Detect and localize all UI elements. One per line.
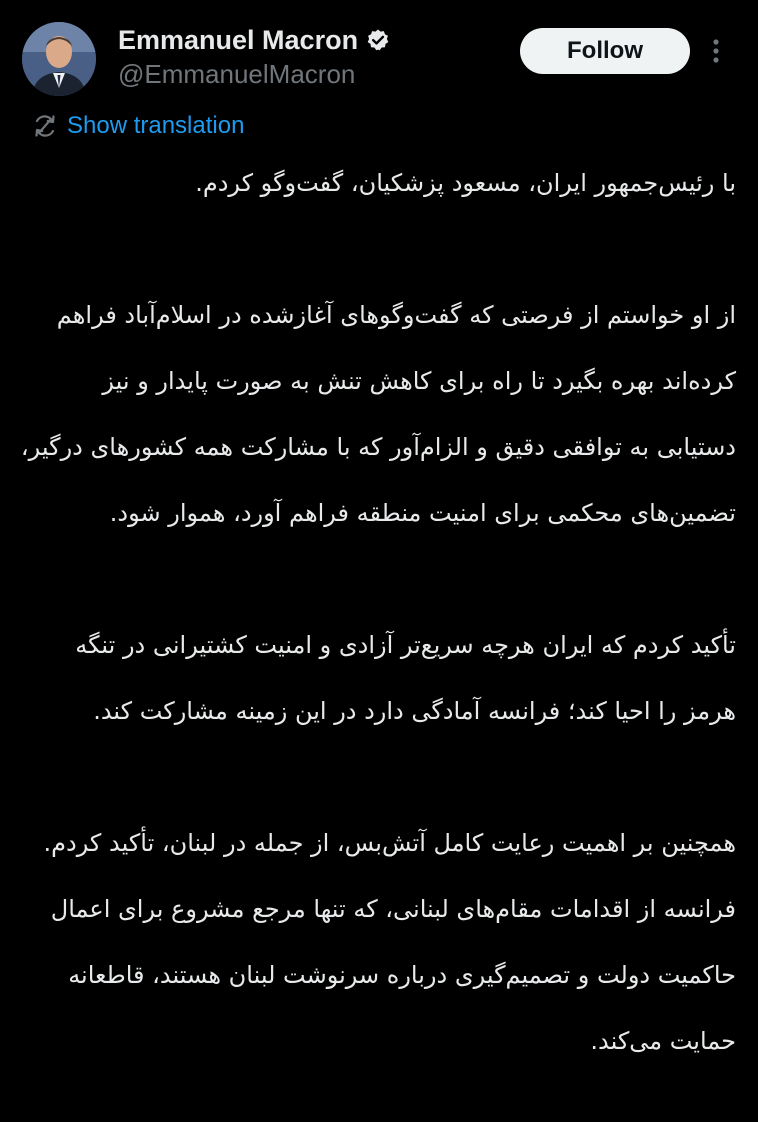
tweet-paragraph: تأکید کردم که ایران هرچه سریع‌تر آزادی و امنیت کشتیرانی در تنگه هرمز را احیا کند؛ فرانسه آمادگی دارد در این زمینه مشارکت کند. — [75, 631, 736, 725]
tweet-paragraph: از او خواستم از فرصتی که گفت‌وگوهای آغازشده در اسلام‌آباد فراهم کرده‌اند بهره بگیرد تا راه برای کاهش تنش به صورت پایدار و نیز دستیابی به توافقی دقیق و الزام‌آور که با مشارکت همه کشورهای درگیر، تضمین‌های محکمی برای امنیت منطقه فراهم آورد، هموار شود. — [20, 301, 736, 527]
author-display-name[interactable]: Emmanuel Macron — [118, 25, 359, 55]
tweet-header — [0, 0, 758, 110]
avatar[interactable] — [22, 22, 96, 96]
translate-icon — [32, 113, 58, 139]
author-handle[interactable]: @EmmanuelMacron — [118, 59, 356, 89]
more-vertical-icon[interactable] — [706, 38, 726, 64]
verified-badge-icon — [366, 28, 390, 52]
profile-photo-icon — [22, 22, 96, 96]
show-translation-label: Show translation — [67, 112, 245, 139]
follow-button[interactable]: Follow — [520, 28, 690, 74]
show-translation-link[interactable] — [32, 110, 244, 142]
tweet-body — [18, 150, 736, 1074]
tweet-paragraph: با رئیس‌جمهور ایران، مسعود پزشکیان، گفت‌وگو کردم. — [195, 169, 736, 197]
tweet-paragraph: همچنین بر اهمیت رعایت کامل آتش‌بس، از جمله در لبنان، تأکید کردم. فرانسه از اقدامات مقام‌های لبنانی، که تنها مرجع مشروع برای اعمال حاکمیت دولت و تصمیم‌گیری درباره سرنوشت لبنان هستند، قاطعانه حمایت می‌کند. — [43, 829, 736, 1055]
author-name-row — [118, 24, 390, 56]
